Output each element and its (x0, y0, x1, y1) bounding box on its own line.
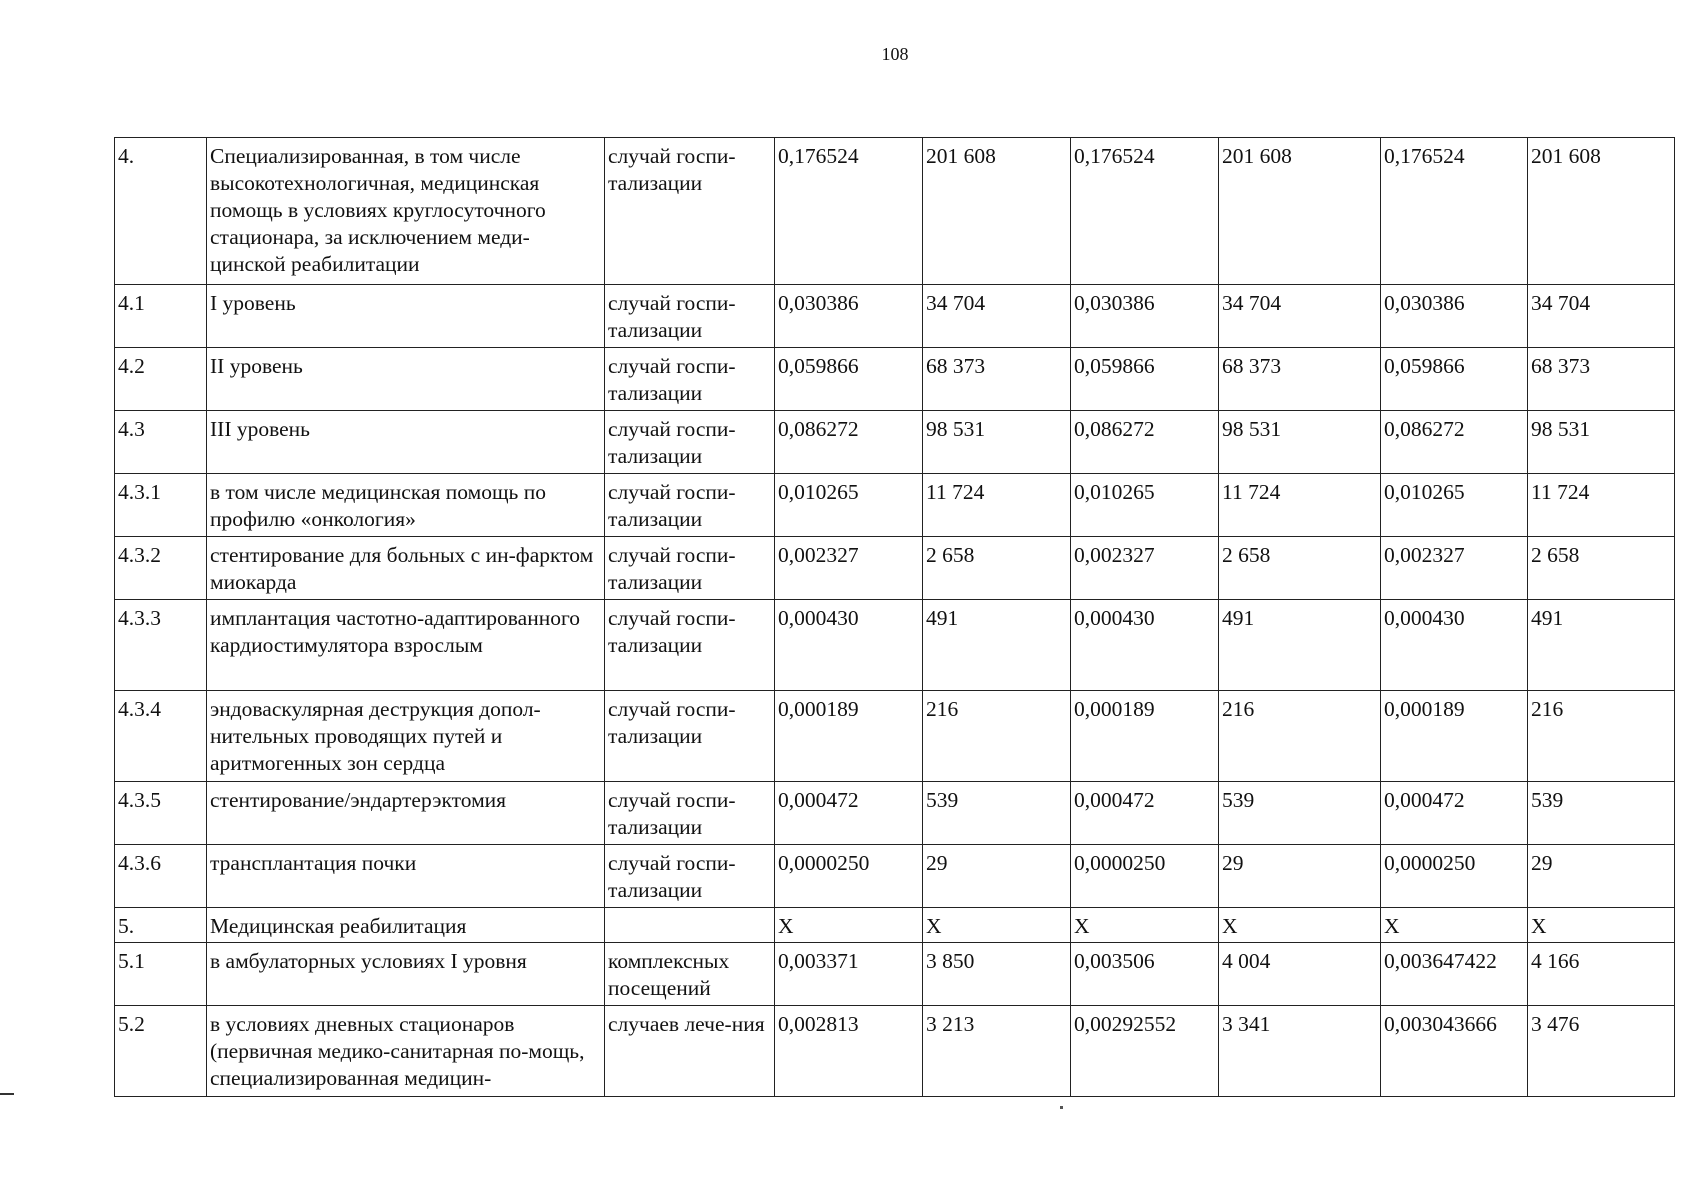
row-value-2: 3 213 (923, 1006, 1071, 1097)
row-value-3: 0,000189 (1071, 691, 1219, 782)
row-value-2: X (923, 908, 1071, 943)
row-number: 4.1 (115, 285, 207, 348)
scan-artifact-line (0, 1093, 14, 1095)
row-value-5: 0,003647422 (1381, 943, 1528, 1006)
row-value-4: X (1219, 908, 1381, 943)
row-number: 5.2 (115, 1006, 207, 1097)
row-unit: случай госпи-тализации (605, 348, 775, 411)
row-value-5: 0,086272 (1381, 411, 1528, 474)
row-value-4: 68 373 (1219, 348, 1381, 411)
row-value-5: 0,030386 (1381, 285, 1528, 348)
row-number: 4.3.4 (115, 691, 207, 782)
row-unit: случай госпи-тализации (605, 537, 775, 600)
table-row (115, 845, 1675, 908)
row-unit: случай госпи-тализации (605, 600, 775, 691)
row-unit: случай госпи-тализации (605, 474, 775, 537)
row-unit: случай госпи-тализации (605, 782, 775, 845)
row-value-6: 68 373 (1528, 348, 1675, 411)
row-name: стентирование для больных с ин-фарктом миокарда (207, 537, 605, 600)
row-value-4: 11 724 (1219, 474, 1381, 537)
row-value-6: 3 476 (1528, 1006, 1675, 1097)
row-value-6: X (1528, 908, 1675, 943)
row-value-6: 98 531 (1528, 411, 1675, 474)
row-value-5: 0,0000250 (1381, 845, 1528, 908)
row-value-6: 491 (1528, 600, 1675, 691)
row-value-6: 201 608 (1528, 138, 1675, 285)
table-row (115, 1006, 1675, 1097)
table-row (115, 691, 1675, 782)
row-value-6: 4 166 (1528, 943, 1675, 1006)
row-value-6: 29 (1528, 845, 1675, 908)
row-value-5: X (1381, 908, 1528, 943)
row-value-6: 2 658 (1528, 537, 1675, 600)
row-value-2: 2 658 (923, 537, 1071, 600)
row-name: имплантация частотно-адаптированного кардиостимулятора взрослым (207, 600, 605, 691)
row-value-2: 3 850 (923, 943, 1071, 1006)
table-row (115, 411, 1675, 474)
row-name: Специализированная, в том числе высокотехнологичная, медицинская помощь в условиях круглосуточного стационара, за исключением меди-цинской реабилитации (207, 138, 605, 285)
row-value-1: 0,002813 (775, 1006, 923, 1097)
row-value-2: 29 (923, 845, 1071, 908)
row-name: в том числе медицинская помощь по профилю «онкология» (207, 474, 605, 537)
row-value-3: 0,059866 (1071, 348, 1219, 411)
row-number: 4.2 (115, 348, 207, 411)
table-row (115, 138, 1675, 285)
row-number: 5.1 (115, 943, 207, 1006)
row-value-4: 4 004 (1219, 943, 1381, 1006)
row-value-3: 0,000430 (1071, 600, 1219, 691)
row-number: 4.3.6 (115, 845, 207, 908)
row-value-1: X (775, 908, 923, 943)
row-name: Медицинская реабилитация (207, 908, 605, 943)
row-value-6: 34 704 (1528, 285, 1675, 348)
row-value-5: 0,003043666 (1381, 1006, 1528, 1097)
table-row (115, 537, 1675, 600)
row-unit: случай госпи-тализации (605, 285, 775, 348)
row-value-3: 0,176524 (1071, 138, 1219, 285)
row-number: 4.3 (115, 411, 207, 474)
row-value-1: 0,000430 (775, 600, 923, 691)
table-row (115, 943, 1675, 1006)
row-unit: случай госпи-тализации (605, 138, 775, 285)
row-name: I уровень (207, 285, 605, 348)
row-value-1: 0,030386 (775, 285, 923, 348)
row-value-6: 11 724 (1528, 474, 1675, 537)
row-name: в условиях дневных стационаров (первичная медико-санитарная по-мощь, специализированная медицин- (207, 1006, 605, 1097)
row-name: III уровень (207, 411, 605, 474)
row-value-4: 201 608 (1219, 138, 1381, 285)
row-value-4: 98 531 (1219, 411, 1381, 474)
row-value-3: 0,0000250 (1071, 845, 1219, 908)
row-name: трансплантация почки (207, 845, 605, 908)
row-unit: комплексных посещений (605, 943, 775, 1006)
row-value-1: 0,176524 (775, 138, 923, 285)
table-row (115, 782, 1675, 845)
row-value-5: 0,176524 (1381, 138, 1528, 285)
scan-artifact-dot (1060, 1106, 1063, 1109)
row-value-3: 0,030386 (1071, 285, 1219, 348)
row-number: 5. (115, 908, 207, 943)
row-name: в амбулаторных условиях I уровня (207, 943, 605, 1006)
row-value-3: 0,002327 (1071, 537, 1219, 600)
row-name: стентирование/эндартерэктомия (207, 782, 605, 845)
tariff-table (114, 137, 1675, 1097)
row-number: 4.3.1 (115, 474, 207, 537)
row-value-2: 539 (923, 782, 1071, 845)
row-value-6: 539 (1528, 782, 1675, 845)
row-value-5: 0,059866 (1381, 348, 1528, 411)
row-value-2: 11 724 (923, 474, 1071, 537)
row-value-3: X (1071, 908, 1219, 943)
table-row (115, 285, 1675, 348)
row-value-2: 491 (923, 600, 1071, 691)
row-unit: случаев лече-ния (605, 1006, 775, 1097)
row-value-2: 34 704 (923, 285, 1071, 348)
row-value-2: 201 608 (923, 138, 1071, 285)
row-name: II уровень (207, 348, 605, 411)
row-value-3: 0,00292552 (1071, 1006, 1219, 1097)
row-value-5: 0,000189 (1381, 691, 1528, 782)
row-value-5: 0,010265 (1381, 474, 1528, 537)
row-number: 4.3.3 (115, 600, 207, 691)
row-value-3: 0,010265 (1071, 474, 1219, 537)
row-number: 4.3.5 (115, 782, 207, 845)
row-value-1: 0,003371 (775, 943, 923, 1006)
row-value-1: 0,000189 (775, 691, 923, 782)
row-value-4: 29 (1219, 845, 1381, 908)
table-row (115, 600, 1675, 691)
row-value-3: 0,003506 (1071, 943, 1219, 1006)
row-unit: случай госпи-тализации (605, 691, 775, 782)
row-value-2: 216 (923, 691, 1071, 782)
table-body (115, 138, 1675, 1097)
row-value-4: 216 (1219, 691, 1381, 782)
row-value-4: 491 (1219, 600, 1381, 691)
row-value-4: 34 704 (1219, 285, 1381, 348)
row-value-4: 539 (1219, 782, 1381, 845)
table-row (115, 908, 1675, 943)
row-unit (605, 908, 775, 943)
row-unit: случай госпи-тализации (605, 845, 775, 908)
row-value-1: 0,000472 (775, 782, 923, 845)
table-row (115, 474, 1675, 537)
table-row (115, 348, 1675, 411)
row-number: 4.3.2 (115, 537, 207, 600)
row-value-3: 0,000472 (1071, 782, 1219, 845)
row-value-1: 0,002327 (775, 537, 923, 600)
row-value-1: 0,010265 (775, 474, 923, 537)
row-name: эндоваскулярная деструкция допол-нительных проводящих путей и аритмогенных зон сердца (207, 691, 605, 782)
page-number: 108 (881, 44, 909, 64)
row-value-4: 3 341 (1219, 1006, 1381, 1097)
row-value-1: 0,059866 (775, 348, 923, 411)
row-value-1: 0,0000250 (775, 845, 923, 908)
row-value-2: 98 531 (923, 411, 1071, 474)
row-value-1: 0,086272 (775, 411, 923, 474)
row-value-5: 0,000472 (1381, 782, 1528, 845)
row-number: 4. (115, 138, 207, 285)
row-value-3: 0,086272 (1071, 411, 1219, 474)
row-unit: случай госпи-тализации (605, 411, 775, 474)
row-value-5: 0,000430 (1381, 600, 1528, 691)
row-value-4: 2 658 (1219, 537, 1381, 600)
row-value-2: 68 373 (923, 348, 1071, 411)
row-value-5: 0,002327 (1381, 537, 1528, 600)
row-value-6: 216 (1528, 691, 1675, 782)
